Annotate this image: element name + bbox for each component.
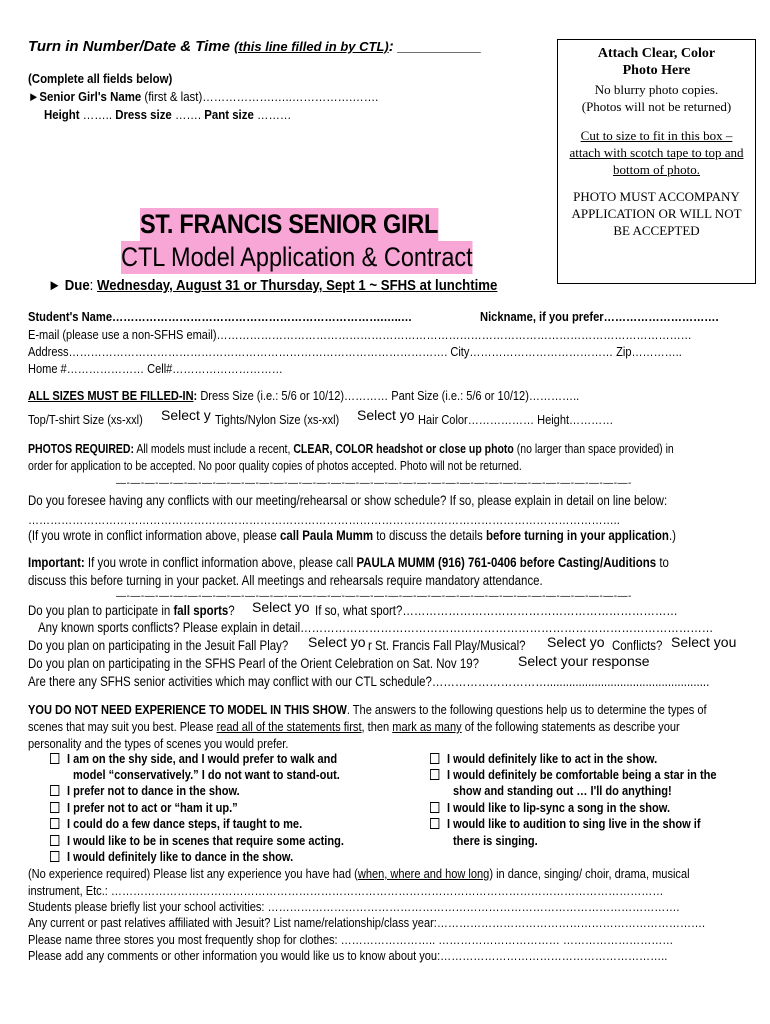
title-sub-wrap <box>121 241 525 274</box>
senior-name-label: Senior Girl's Name <box>39 89 142 104</box>
senior-name-line <box>28 89 378 105</box>
conflicts-select[interactable]: Select you <box>671 634 737 650</box>
sf-play-question: r St. Francis Fall Play/Musical? <box>368 638 526 653</box>
conflicts-question: Conflicts? <box>612 638 663 653</box>
experience-2c: , then <box>361 719 393 734</box>
photo-box-line3: No blurry photo copies. <box>594 82 719 97</box>
student-name-field[interactable]: ……………………………………………………………….…..… <box>112 309 413 324</box>
student-name-label: Student's Name <box>28 309 113 324</box>
hair-height-fields[interactable]: Hair Color……………… Height………… <box>418 412 614 427</box>
sizes-label: ALL SIZES MUST BE FILLED-IN <box>28 388 194 403</box>
photo-box-line1: Attach Clear, Color <box>597 46 716 61</box>
checkbox-label: I would definitely be comfortable being a star in the <box>447 767 717 782</box>
pant-size-field[interactable]: ……… <box>253 107 292 122</box>
photo-box-cut-note: Cut to size to fit in this box – attach with scotch tape to top and bottom of photo. <box>569 128 744 177</box>
sizes-line <box>28 388 579 404</box>
checkbox[interactable] <box>50 753 59 764</box>
measurements-line <box>44 107 291 123</box>
turn-in-label: Turn in Number/Date & Time <box>28 38 230 55</box>
checkbox-label: I would definitely like to act in the show. <box>447 751 658 766</box>
relatives-field[interactable]: Any current or past relatives affiliated with Jesuit? List name/relationship/class year:………………………………………………………………. <box>28 915 706 930</box>
list-item <box>73 767 340 783</box>
photo-box-line2: Photo Here <box>622 63 691 78</box>
pearl-select[interactable]: Select your response <box>518 653 650 669</box>
photo-box-required: PHOTO MUST ACCOMPANY APPLICATION OR WILL NOT BE ACCEPTED <box>571 189 742 238</box>
conflict-note-c: to discuss the details <box>373 528 486 543</box>
exp-c: ) in dance, singing/ choir, drama, musical <box>489 866 690 881</box>
complete-all-note: (Complete all fields below) <box>28 71 173 86</box>
list-item <box>430 751 657 767</box>
checkbox-label: I prefer not to dance in the show. <box>67 783 240 798</box>
conflict-note-a: (If you wrote in conflict information above, please <box>28 528 280 543</box>
checkbox-label: I would like to audition to sing live in the show if <box>447 816 701 831</box>
conflict-note-b: call Paula Mumm <box>279 528 374 543</box>
turn-in-blank: : __________ <box>388 38 482 55</box>
experience-2e: of the following statements as describe your <box>461 719 680 734</box>
pearl-question: Do you plan on participating in the SFHS Pearl of the Orient Celebration on Sat. Nov 19? <box>28 656 479 671</box>
list-item <box>453 833 538 849</box>
list-item <box>430 767 717 783</box>
checkbox[interactable] <box>50 802 59 813</box>
height-label: Height <box>44 107 80 122</box>
checkbox-label: I would like to lip-sync a song in the show. <box>447 800 671 815</box>
dress-size-field[interactable]: ……. <box>171 107 205 122</box>
activities-field[interactable]: Are there any SFHS senior activities which may conflict with our CTL schedule?…………………………................................................... <box>28 674 710 689</box>
important-contact: PAULA MUMM (916) 761-0406 before Casting/Auditions <box>356 555 657 570</box>
conflict-note-e: .) <box>668 528 676 543</box>
checkbox[interactable] <box>430 818 439 829</box>
sports-select[interactable]: Select yo <box>252 599 310 615</box>
checkbox-label: show and standing out … I'll do anything! <box>453 783 672 798</box>
photos-required-line2: order for application to be accepted. No poor quality copies of photos accepted. Photo will not be returned. <box>28 459 522 473</box>
title-sub: CTL Model Application & Contract <box>121 242 473 272</box>
turn-in-line <box>28 38 481 55</box>
checkbox-label: I could do a few dance steps, if taught to me. <box>67 816 303 831</box>
section-divider-2: —-—-—-—-—-—-—-—-—-—-—-—-—-—-—-—-—-—-—-—-—-—-—-—-—-—-—-—-—-—-—-—-—-—-—-—- <box>116 591 632 602</box>
checkbox[interactable] <box>430 753 439 764</box>
checkbox[interactable] <box>50 818 59 829</box>
checkbox-label: I am on the shy side, and I would prefer to walk and <box>67 751 338 766</box>
experience-line3: personality and the types of scenes you would prefer. <box>28 736 289 751</box>
sports-q-c: ? <box>228 603 235 618</box>
list-item <box>50 833 344 849</box>
checkbox[interactable] <box>50 835 59 846</box>
due-arrow-icon: ► <box>48 277 65 294</box>
sizes-colon: : <box>193 388 198 403</box>
experience-line1 <box>28 702 707 718</box>
conflict-question: Do you foresee having any conflicts with our meeting/rehearsal or show schedule? If so, please explain in detail on line below: <box>28 493 668 508</box>
top-size-label: Top/T-shirt Size (xs-xxl) <box>28 412 143 427</box>
due-date: Wednesday, August 31 or Thursday, Sept 1 ~ SFHS at lunchtime <box>97 277 498 294</box>
jesuit-play-select[interactable]: Select yo <box>308 634 366 650</box>
photos-required-text2: (no larger than space provided) in <box>513 442 674 456</box>
senior-name-field[interactable]: ……………….…..…………….……. <box>202 89 379 104</box>
dress-pant-size-fields[interactable]: Dress Size (i.e.: 5/6 or 10/12)………… Pant Size (i.e.: 5/6 or 10/12)………….. <box>197 388 580 403</box>
experience-text-a: . The answers to the following questions help us to determine the types of <box>346 702 707 717</box>
sports-q-a: Do you plan to participate in <box>28 603 174 618</box>
photos-required-label: PHOTOS REQUIRED: <box>28 442 134 456</box>
experience-list-line <box>28 866 690 882</box>
experience-bold: YOU DO NOT NEED EXPERIENCE TO MODEL IN THIS SHOW <box>28 702 347 717</box>
stores-field[interactable]: Please name three stores you most frequently shop for clothes: …………………….. …………………………… ………………………… <box>28 932 674 947</box>
comments-field[interactable]: Please add any comments or other information you would like us to know about you:…………………………………………………….. <box>28 948 668 963</box>
list-item <box>50 849 293 865</box>
checkbox[interactable] <box>50 785 59 796</box>
title-main: ST. FRANCIS SENIOR GIRL <box>140 209 439 239</box>
checkbox[interactable] <box>430 802 439 813</box>
checkbox-label: there is singing. <box>453 833 538 848</box>
school-activities-field[interactable]: Students please briefly list your school activities: …………………………………………………………………………………………………. <box>28 899 680 914</box>
jesuit-play-question: Do you plan on participating in the Jesuit Fall Play? <box>28 638 289 653</box>
nickname-field[interactable]: Nickname, if you prefer…………………………. <box>480 309 719 324</box>
student-name-line <box>28 309 412 325</box>
important-text-a: If you wrote in conflict information above, please call <box>84 555 357 570</box>
photo-attach-box <box>557 39 756 284</box>
checkbox-label: model “conservatively.” I do not want to stand-out. <box>73 767 340 782</box>
sports-conflicts-field[interactable]: Any known sports conflicts? Please explain in detail……………………………………………………………………………………………… <box>38 620 714 635</box>
experience-2d: mark as many <box>392 719 462 734</box>
exp-a: (No experience required) Please list any experience you have had ( <box>28 866 358 881</box>
list-item <box>430 816 701 832</box>
photo-box-line4: (Photos will not be returned) <box>581 99 732 114</box>
list-item <box>430 800 670 816</box>
sf-play-select[interactable]: Select yo <box>547 634 605 650</box>
due-label: Due <box>64 277 90 294</box>
photos-required-line1 <box>28 441 674 457</box>
important-text-c: to <box>656 555 669 570</box>
top-size-select[interactable]: Select y <box>161 407 211 423</box>
address-field[interactable]: Address…………………………………………………………………………………………. City………………………………… Zip………….. <box>28 344 682 359</box>
conflict-field[interactable]: …………………………………………………………………………………………………………………………………………….. <box>28 512 620 527</box>
list-item <box>50 800 238 816</box>
height-field[interactable]: …….. <box>79 107 116 122</box>
important-line2: discuss this before turning in your packet. All meetings and rehearsals require mandatory attendance. <box>28 573 543 588</box>
checkbox-label: I would definitely like to dance in the show. <box>67 849 294 864</box>
experience-2b: read all of the statements first <box>216 719 362 734</box>
pant-size-label: Pant size <box>204 107 254 122</box>
exp-b: when, where and how long <box>357 866 490 881</box>
sports-q-b: fall sports <box>173 603 229 618</box>
section-divider: —-—-—-—-—-—-—-—-—-—-—-—-—-—-—-—-—-—-—-—-—-—-—-—-—-—-—-—-—-—-—-—-—-—-—-—- <box>116 478 632 489</box>
checkbox-label: I prefer not to act or “ham it up.” <box>67 800 238 815</box>
conflict-note-d: before turning in your application <box>485 528 669 543</box>
due-line <box>48 276 497 296</box>
list-item <box>453 783 672 799</box>
important-label: Important: <box>28 555 85 570</box>
checkbox-label: I would like to be in scenes that require some acting. <box>67 833 344 848</box>
tights-size-label: Tights/Nylon Size (xs-xxl) <box>215 412 340 427</box>
checkbox[interactable] <box>430 769 439 780</box>
tights-size-select[interactable]: Select yo <box>357 407 415 423</box>
due-colon: : <box>89 277 98 294</box>
arrow-icon: ► <box>28 89 40 104</box>
checkbox[interactable] <box>50 851 59 862</box>
experience-2a: scenes that may suit you best. Please <box>28 719 217 734</box>
list-item <box>50 816 302 832</box>
page-title <box>140 208 483 241</box>
phone-fields[interactable]: Home #………………… Cell#………………………… <box>28 361 283 376</box>
dress-size-label: Dress size <box>115 107 172 122</box>
list-item <box>50 783 240 799</box>
sports-what-field[interactable]: If so, what sport?……………………………………………………………… <box>315 603 678 618</box>
email-field[interactable]: E-mail (please use a non-SFHS email)………………………………………………………………………………………………………………… <box>28 327 692 342</box>
instrument-field[interactable]: instrument, Etc.: …………………………………………………………………………………………………………………………………… <box>28 883 664 898</box>
experience-line2 <box>28 719 680 735</box>
photos-required-bold: CLEAR, COLOR headshot or close up photo <box>293 442 514 456</box>
list-item <box>50 751 337 767</box>
photos-required-text1: All models must include a recent, <box>133 442 294 456</box>
filled-by-note: (this line filled in by CTL) <box>234 39 389 54</box>
important-line1 <box>28 555 669 571</box>
conflict-note <box>28 528 676 544</box>
sports-question <box>28 603 235 619</box>
first-last-note: (first & last) <box>141 89 203 104</box>
